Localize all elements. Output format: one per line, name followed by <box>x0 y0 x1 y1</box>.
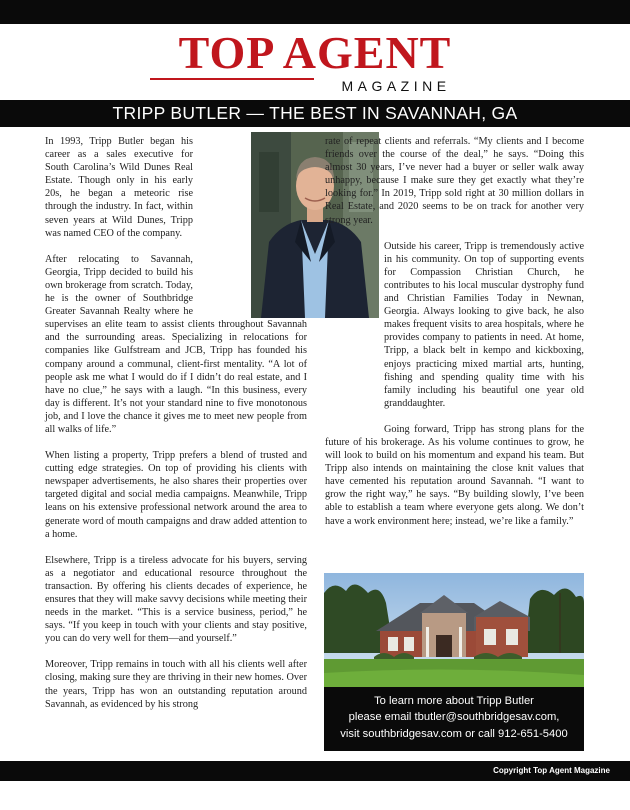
contact-website-phone[interactable]: visit southbridgesav.com or call 912-651-5400 <box>340 727 568 740</box>
house-photo <box>324 573 584 687</box>
contact-feature <box>324 573 584 751</box>
copyright-text: Copyright Top Agent Magazine <box>493 766 610 775</box>
magazine-title: TOP AGENT <box>178 27 452 78</box>
article-paragraph: Elsewhere, Tripp is a tireless advocate for his buyers, serving as a negotiator and educational resource throughout the transaction. By offering his clients decades of experience, he ensures that they will make savvy decisions while meeting their needs in the market. “This is a service business, period,” he says. “If you keep in touch with your clients and stay positive, you can do very well for them—and yourself.” <box>45 554 307 645</box>
article-paragraph: When listing a property, Tripp prefers a blend of trusted and cutting edge strategies. On top of providing his clients with newspaper advertisements, he also shares their properties over targeted digital and social media campaigns. Meanwhile, Tripp leans on his extensive professional network around the area to generate word of mouth campaigns and draw added attention to a home. <box>45 450 307 540</box>
article-paragraph: In 1993, Tripp Butler began his career as a sales executive for South Carolina’s Wild Dunes Real Estate. Though only in his early 20s, he began a meteoric rise through the industry. In fact, within seven years at Wild Dunes, Tripp was named CEO of the company. <box>45 136 193 239</box>
magazine-subtitle: MAGAZINE <box>341 78 451 94</box>
article-paragraph: Outside his career, Tripp is tremendously active in his community. On top of supporting events for Compassion Christian Church, he contributes to his local muscular dystrophy fund and Christian Families Today in Newnan, Georgia. Always looking to give back, he also makes frequent visits to area hospitals, where he provides company to patients in need. At home, Tripp, a black belt in kempo and kickboxing, enjoys practicing mixed martial arts, hunting, fishing and spending quality time with his family including his beautiful one year old granddaughter. <box>384 240 584 409</box>
contact-line: To learn more about Tripp Butler <box>374 695 534 707</box>
top-bar <box>0 0 630 24</box>
portrait-spacer <box>199 132 307 318</box>
article-column-left <box>45 135 307 724</box>
footer-bar <box>0 761 630 781</box>
portrait-spacer-right <box>325 240 384 425</box>
article-paragraph: Going forward, Tripp has strong plans for the future of his brokerage. As his volume continues to grow, he will look to build on his momentum and expand his team. But Tripp also intends on maintaining the close knit values that have cemented his reputation around Savannah. “I want to grow the right way,” he says. “By building slowly, I’ve been able to establish a team where everyone gets along. We don’t have a work environment here; instead, we’re like a family.” <box>325 423 584 527</box>
article-column-right <box>325 135 584 541</box>
masthead <box>0 26 630 100</box>
article-paragraph: Moreover, Tripp remains in touch with all his clients well after closing, making sure they are thriving in their new homes. Over the years, Tripp has won an outstanding reputation around Savannah, as evidenced by his strong <box>45 659 307 710</box>
contact-email[interactable]: please email tbutler@southbridgesav.com, <box>348 711 560 724</box>
article-paragraph: After relocating to Savannah, Georgia, Tripp decided to build his own brokerage from scratch. Today, he is the owner of Southbridge Greater Savannah Realty where he supervises an elite team to assist clients throughout Savannah and the surrounding areas. Specializing in relocations for companies like Gulfstream and JCB, Tripp has founded his company around a communal, client-first mentality. “A lot of people ask me what I would do if I didn’t do real estate, and I have no clue,” he says with a laugh. “In this business, every day is different. It’s not your standard nine to five monotonous job, and I love the chance it gives me to meet new people from all walks of life.” <box>45 253 307 435</box>
contact-caption <box>324 687 584 751</box>
masthead-rule <box>150 78 314 80</box>
article-paragraph: rate of repeat clients and referrals. “My clients and I become friends over the course of the deal,” he says. “Doing this almost 30 years, I’ve never had a buyer or seller walk away unhappy, because I make sure they get exactly what they’re looking for.” In 2019, Tripp sold right at 30 million dollars in Real Estate, and 2020 seems to be on track for another very strong year. <box>325 136 584 226</box>
article-headline: TRIPP BUTLER — THE BEST IN SAVANNAH, GA <box>0 100 630 127</box>
